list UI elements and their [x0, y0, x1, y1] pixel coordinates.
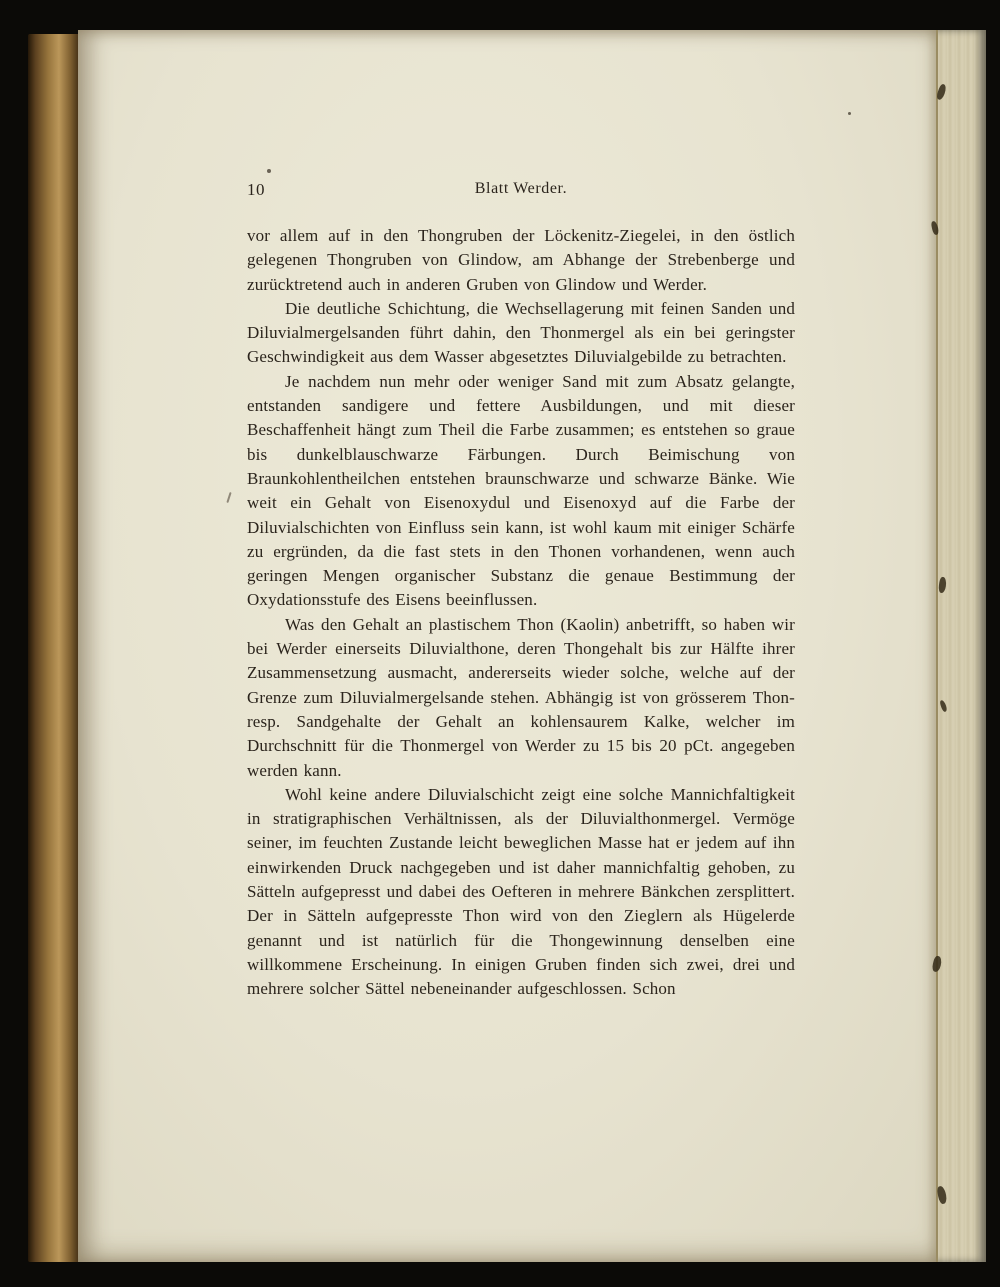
book-spine [28, 34, 78, 1262]
paragraph: Die deutliche Schichtung, die Wechsellagerung mit feinen Sanden und Diluvialmergelsanden führt dahin, den Thonmergel als ein bei geringster Geschwindigkeit aus dem Wasser abgesetztes Diluvialgebilde zu betrachten. [247, 298, 795, 367]
running-header: Blatt Werder. [474, 180, 568, 197]
ink-speck [267, 169, 271, 173]
paragraph: Je nachdem nun mehr oder weniger Sand mit zum Absatz gelangte, entstanden sandigere und fettere Ausbildungen, und mit dieser Beschaffenheit hängt zum Theil die Farbe zusammen; es entstehen so graue bis dunkelblauschwarze Färbungen. Durch Beimischung von Braunkohlentheilchen entstehen braunschwarze und schwarze Bänke. Wie weit ein Gehalt von Eisenoxydul und Eisenoxyd auf die Farbe der Diluvialschichten von Einfluss sein kann, ist wohl kaum mit einiger Schärfe zu ergründen, da die fast stets in den Thonen vorhandenen, wenn auch geringen Mengen organischer Substanz die genaue Bestimmung der Oxydationsstufe des Eisens beeinflussen. [247, 371, 795, 610]
stray-mark [226, 492, 231, 503]
body-text [247, 224, 795, 1002]
paragraph: vor allem auf in den Thongruben der Löckenitz-Ziegelei, in den östlich gelegenen Thongruben von Glindow, am Abhange der Strebenberge und zurücktretend auch in anderen Gruben von Glindow und Werder. [247, 226, 795, 294]
text-column [247, 180, 795, 1002]
page-surface [78, 30, 936, 1262]
fore-edge [936, 30, 986, 1262]
page-number: 10 [247, 180, 265, 199]
ink-speck [848, 112, 851, 115]
page-header [247, 180, 795, 224]
paragraph: Was den Gehalt an plastischem Thon (Kaolin) anbetrifft, so haben wir bei Werder einerseits Diluvialthone, deren Thongehalt bis zur Hälfte ihrer Zusammensetzung ausmacht, andererseits wieder solche, welche auf der Grenze zum Diluvialmergelsande stehen. Abhängig ist von grösserem Thon- resp. Sandgehalte der Gehalt an kohlensaurem Kalke, welcher im Durchschnitt für die Thonmergel von Werder zu 15 bis 20 pCt. angegeben werden kann. [247, 614, 795, 780]
paragraph: Wohl keine andere Diluvialschicht zeigt eine solche Mannichfaltigkeit in stratigraphischen Verhältnissen, als der Diluvialthonmergel. Vermöge seiner, im feuchten Zustande leicht beweglichen Masse hat er jedem auf ihn einwirkenden Druck nachgegeben und ist daher mannichfaltig gehoben, zu Sätteln aufgepresst und dabei des Oefteren in mehrere Bänkchen zersplittert. Der in Sätteln aufgepresste Thon wird von den Zieglern als Hügelerde genannt und ist natürlich für die Thongewinnung denselben eine willkommene Erscheinung. In einigen Gruben finden sich zwei, drei und mehrere solcher Sättel nebeneinander aufgeschlossen. Schon [247, 784, 795, 999]
